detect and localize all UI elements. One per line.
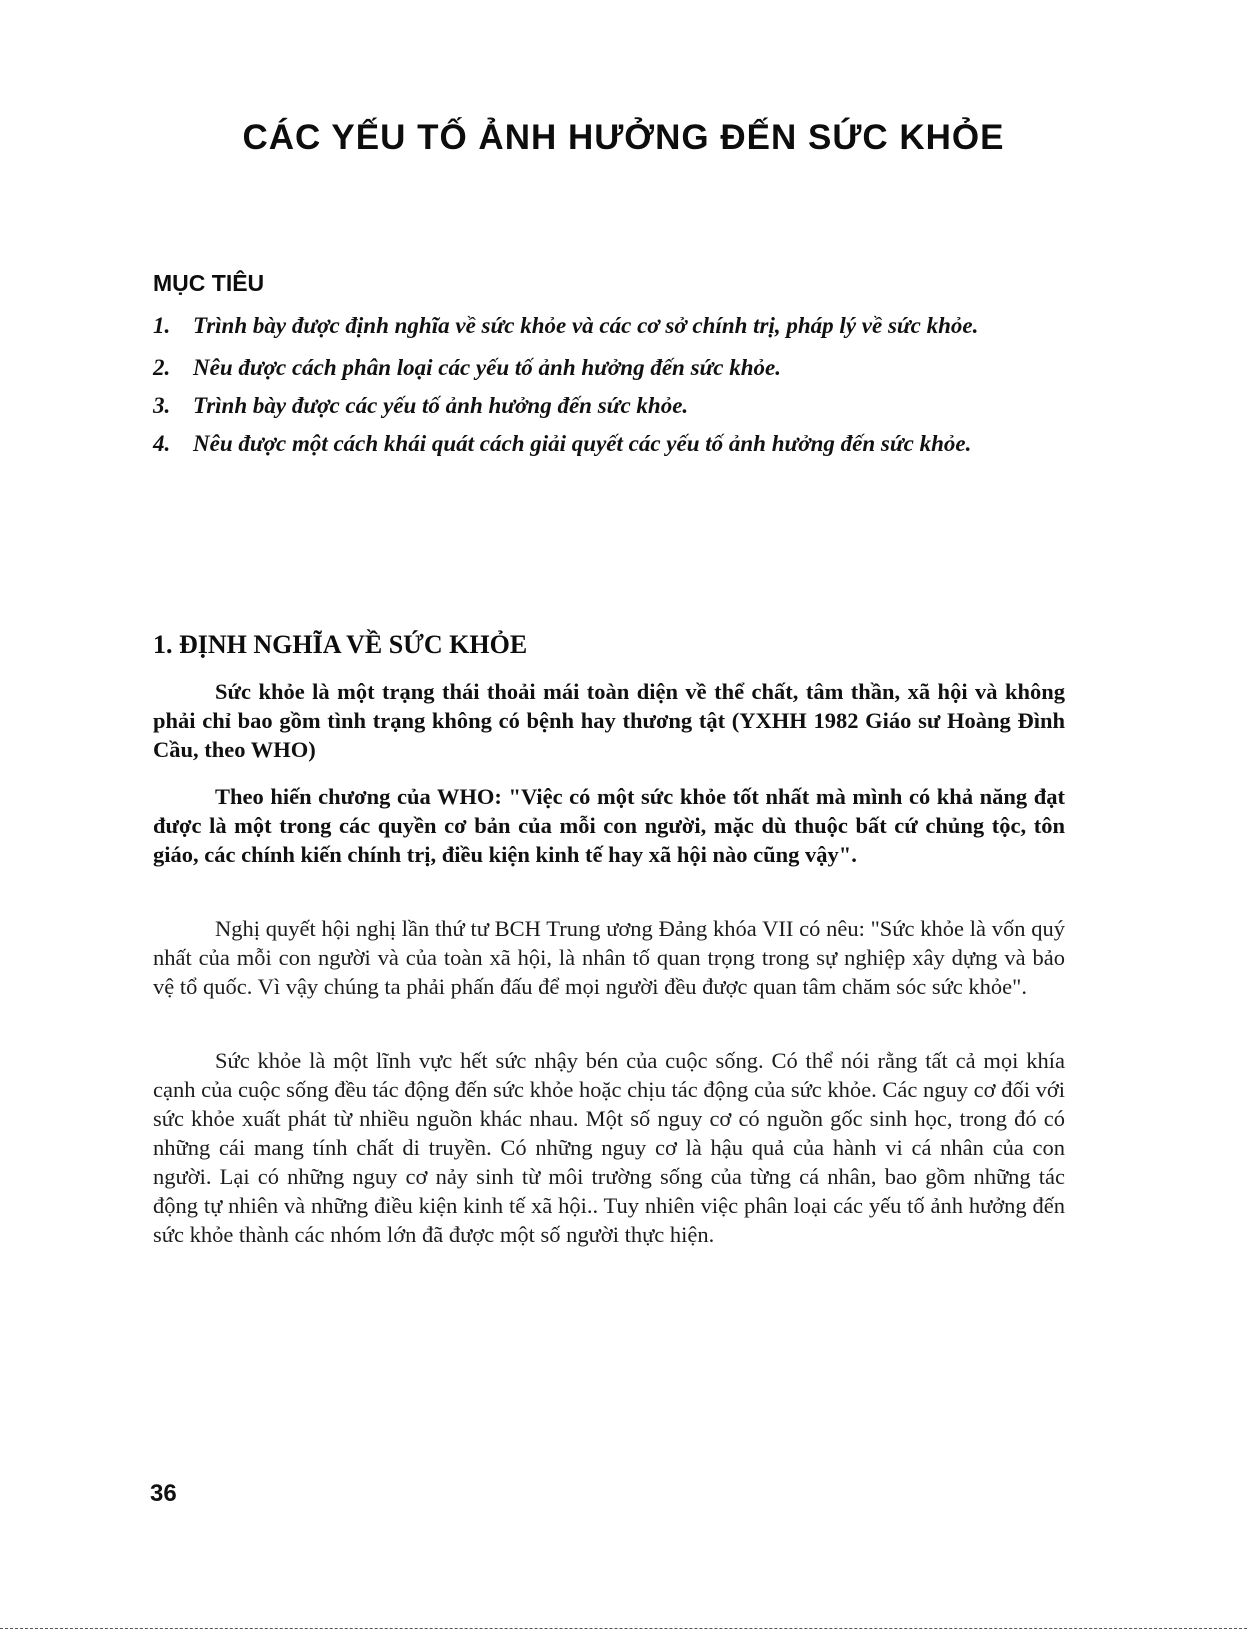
section-heading: 1. ĐỊNH NGHĨA VỀ SỨC KHỎE xyxy=(153,630,528,659)
who-charter-paragraph: Theo hiến chương của WHO: "Việc có một sức khỏe tốt nhất mà mình có khả năng đạt được là một trong các quyền cơ bản của mỗi con người, mặc dù thuộc bất cứ chủng tộc, tôn giáo, các chính kiến chính trị, điều kiện kinh tế hay xã hội nào cũng vậy". xyxy=(153,784,1065,867)
page-number: 36 xyxy=(150,1480,177,1507)
objective-text: Trình bày được định nghĩa về sức khỏe và các cơ sở chính trị, pháp lý về sức khỏe. xyxy=(193,313,979,338)
objective-number: 1. xyxy=(153,313,171,338)
definition-paragraph: Sức khỏe là một trạng thái thoải mái toàn diện về thể chất, tâm thần, xã hội và không phải chỉ bao gồm tình trạng không có bệnh hay thương tật (YXHH 1982 Giáo sư Hoàng Đình Cầu, theo WHO) xyxy=(153,679,1065,762)
objective-item xyxy=(153,390,1073,422)
chapter-title: CÁC YẾU TỐ ẢNH HƯỞNG ĐẾN SỨC KHỎE xyxy=(242,118,1005,157)
objective-number: 2. xyxy=(153,355,171,380)
objective-item xyxy=(153,352,1073,384)
bottom-divider xyxy=(0,1628,1247,1630)
objective-number: 3. xyxy=(153,393,171,418)
resolution-paragraph: Nghị quyết hội nghị lần thứ tư BCH Trung ương Đảng khóa VII có nêu: "Sức khỏe là vốn quý nhất của mỗi con người và của toàn xã hội, là nhân tố quan trọng trong sự nghiệp xây dựng và bảo vệ tổ quốc. Vì vậy chúng ta phải phấn đấu để mọi người đều được quan tâm chăm sóc sức khỏe". xyxy=(153,916,1065,999)
objective-item xyxy=(153,310,1073,342)
objective-text: Trình bày được các yếu tố ảnh hưởng đến sức khỏe. xyxy=(193,393,689,418)
objectives-list xyxy=(153,310,1073,466)
objective-text: Nêu được một cách khái quát cách giải quyết các yếu tố ảnh hưởng đến sức khỏe. xyxy=(193,431,972,456)
objectives-heading: MỤC TIÊU xyxy=(153,270,265,296)
objective-number: 4. xyxy=(153,431,171,456)
objective-text: Nêu được cách phân loại các yếu tố ảnh hưởng đến sức khỏe. xyxy=(193,355,782,380)
objective-item xyxy=(153,428,1073,460)
health-factors-paragraph: Sức khỏe là một lĩnh vực hết sức nhậy bén của cuộc sống. Có thể nói rằng tất cả mọi khía cạnh của cuộc sống đều tác động đến sức khỏe hoặc chịu tác động của sức khỏe. Các nguy cơ đối với sức khỏe xuất phát từ nhiều nguồn khác nhau. Một số nguy cơ có nguồn gốc sinh học, trong đó có những cái mang tính chất di truyền. Có những nguy cơ là hậu quả của hành vi cá nhân của con người. Lại có những nguy cơ nảy sinh từ môi trường sống của từng cá nhân, bao gồm những tác động tự nhiên và những điều kiện kinh tế xã hội.. Tuy nhiên việc phân loại các yếu tố ảnh hưởng đến sức khỏe thành các nhóm lớn đã được một số người thực hiện. xyxy=(153,1048,1065,1247)
